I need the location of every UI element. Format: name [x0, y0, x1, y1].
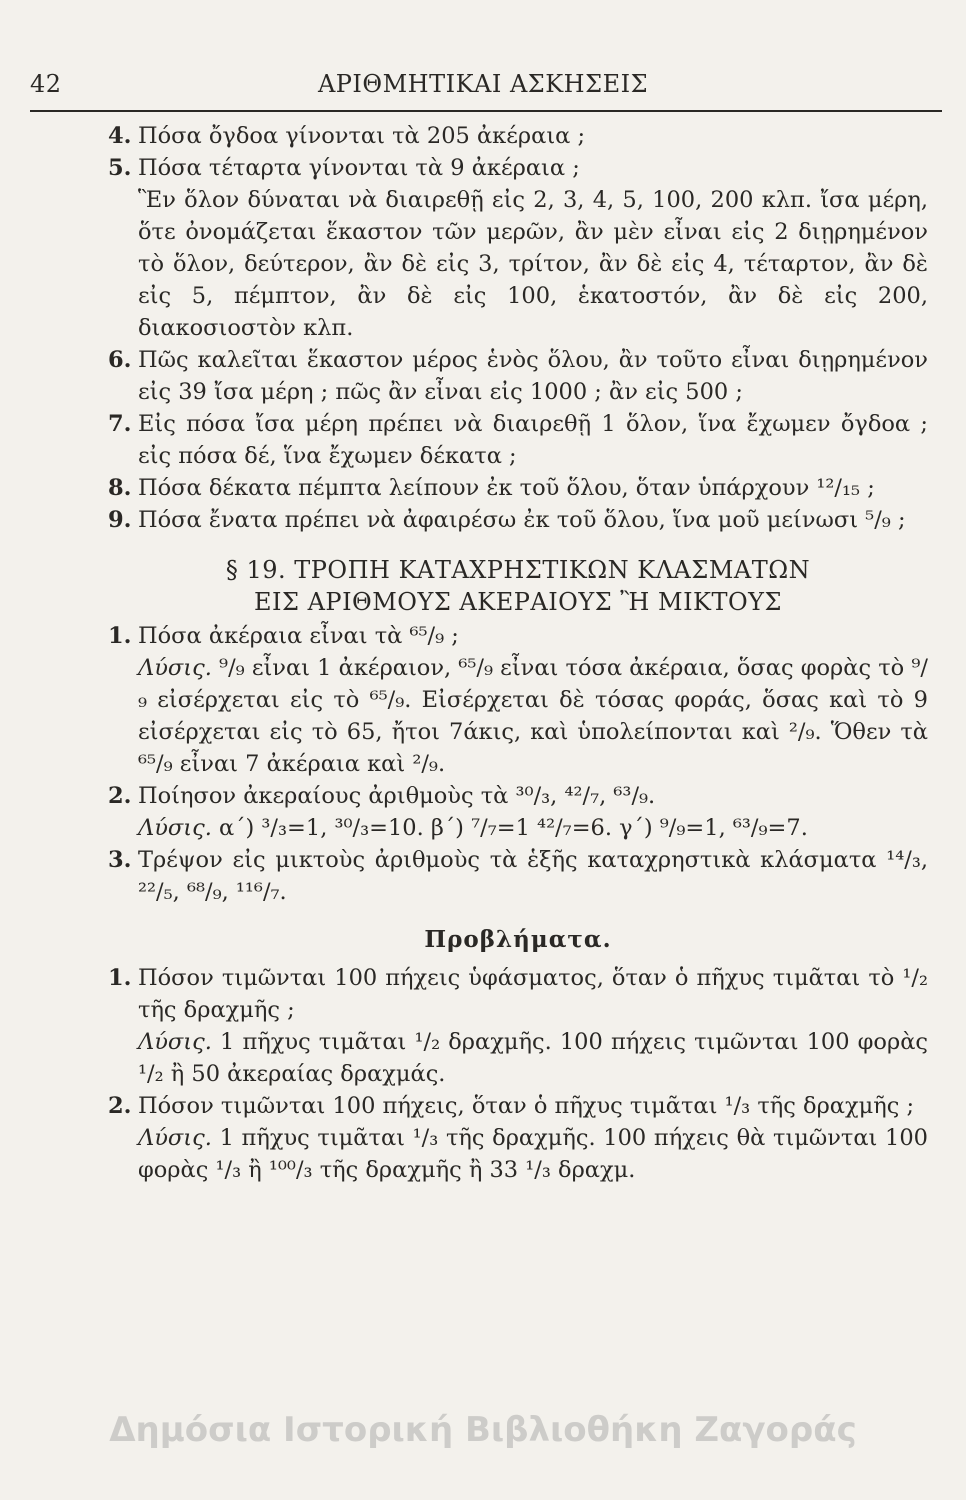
section-subtitle: ΕΙΣ ΑΡΙΘΜΟΥΣ ΑΚΕΡΑΙΟΥΣ Ἢ ΜΙΚΤΟΥΣ [254, 588, 782, 616]
solution-label: Λύσις. [138, 1029, 212, 1055]
library-watermark: Δημόσια Ιστορική Βιβλιοθήκη Ζαγοράς [109, 1410, 857, 1450]
exercise-number: 9. [108, 507, 132, 533]
exercise-5 [108, 152, 928, 184]
exercise-number: 4. [108, 123, 132, 149]
problems-title: Προβλήματα. [424, 926, 612, 953]
solution-text: 1 πῆχυς τιμᾶται ¹/₂ δραχμῆς. 100 πήχεις τιμῶνται 100 φορὰς ¹/₂ ἢ 50 ἀκεραίας δραχμάς. [138, 1029, 929, 1087]
problem-2 [108, 1090, 928, 1122]
header-rule [30, 110, 942, 112]
exercise-9 [108, 504, 928, 536]
solution-text: 1 πῆχυς τιμᾶται ¹/₃ τῆς δραχμῆς. 100 πήχεις θὰ τιμῶνται 100 φορὰς ¹/₃ ἢ ¹⁰⁰/₃ τῆς δραχμῆς ἢ 33 ¹/₃ δραχμ. [138, 1125, 929, 1183]
problem-number: 1. [108, 965, 132, 991]
problem-text: Πόσον τιμῶνται 100 πήχεις ὑφάσματος, ὅταν ὁ πῆχυς τιμᾶται τὸ ¹/₂ τῆς δραχμῆς ; [138, 965, 928, 1023]
exercise-text: Πόσα ἀκέραια εἶναι τὰ ⁶⁵/₉ ; [138, 623, 459, 649]
exercise-6 [108, 344, 928, 408]
section-exercise-1 [108, 620, 928, 652]
exercise-text: Πόσα ἔνατα πρέπει νὰ ἀφαιρέσω ἐκ τοῦ ὅλου, ἵνα μοῦ μείνωσι ⁵/₉ ; [138, 507, 906, 533]
solution-2 [108, 812, 928, 844]
exercise-number: 7. [108, 411, 132, 437]
problem-text: Πόσον τιμῶνται 100 πήχεις, ὅταν ὁ πῆχυς τιμᾶται ¹/₃ τῆς δραχμῆς ; [138, 1093, 915, 1119]
solution-text: ⁹/₉ εἶναι 1 ἀκέραιον, ⁶⁵/₉ εἶναι τόσα ἀκέραια, ὅσας φορὰς τὸ ⁹/₉ εἰσέρχεται εἰς τὸ ⁶⁵/₉. Εἰσέρχεται δὲ τόσας φοράς, ὅσας καὶ τὸ 9 εἰσέρχεται εἰς τὸ 65, ἤτοι 7άκις, καὶ ὑπολείπονται καὶ ²/₉. Ὅθεν τὰ ⁶⁵/₉ εἶναι 7 ἀκέραια καὶ ²/₉. [138, 655, 928, 777]
problem-number: 2. [108, 1093, 132, 1119]
exercise-text: Πῶς καλεῖται ἕκαστον μέρος ἑνὸς ὅλου, ἂν τοῦτο εἶναι διῃρημένον εἰς 39 ἴσα μέρη ; πῶς ἂν εἶναι εἰς 1000 ; ἂν εἰς 500 ; [138, 347, 928, 405]
exercise-4 [108, 120, 928, 152]
exercise-number: 8. [108, 475, 132, 501]
exercise-text: Πόσα δέκατα πέμπτα λείπουν ἐκ τοῦ ὅλου, ὅταν ὑπάρχουν ¹²/₁₅ ; [138, 475, 875, 501]
exercise-number: 2. [108, 783, 132, 809]
exercise-number: 5. [108, 155, 132, 181]
page-number: 42 [30, 70, 62, 98]
solution-1 [108, 652, 928, 780]
section-title: § 19. ΤΡΟΠΗ ΚΑΤΑΧΡΗΣΤΙΚΩΝ ΚΛΑΣΜΑΤΩΝ [225, 556, 811, 584]
solution-text: α΄) ³/₃=1, ³⁰/₃=10. β΄) ⁷/₇=1 ⁴²/₇=6. γ΄) ⁹/₉=1, ⁶³/₉=7. [219, 815, 808, 841]
exercise-7 [108, 408, 928, 472]
explanatory-paragraph: Ἓν ὅλον δύναται νὰ διαιρεθῇ εἰς 2, 3, 4, 5, 100, 200 κλπ. ἴσα μέρη, ὅτε ὀνομάζεται ἕκαστον τῶν μερῶν, ἂν μὲν εἶναι εἰς 2 διῃρημένον τὸ ὅλον, δεύτερον, ἂν δὲ εἰς 3, τρίτον, ἂν δὲ εἰς 4, τέταρτον, ἂν δὲ εἰς 5, πέμπτον, ἂν δὲ εἰς 100, ἑκατοστόν, ἂν δὲ εἰς 200, διακοσιοστὸν κλπ. [138, 187, 928, 341]
solution-label: Λύσις. [138, 655, 212, 681]
running-title: ΑΡΙΘΜΗΤΙΚΑΙ ΑΣΚΗΣΕΙΣ [317, 70, 649, 98]
exercise-text: Πόσα τέταρτα γίνονται τὰ 9 ἀκέραια ; [138, 155, 580, 181]
solution-label: Λύσις. [138, 1125, 212, 1151]
solution-label: Λύσις. [138, 815, 212, 841]
exercise-8 [108, 472, 928, 504]
section-exercise-2 [108, 780, 928, 812]
section-exercise-3 [108, 844, 928, 908]
exercise-text: Πόσα ὄγδοα γίνονται τὰ 205 ἀκέραια ; [138, 123, 586, 149]
problem-2-solution [108, 1122, 928, 1186]
exercise-text: Τρέψον εἰς μικτοὺς ἀριθμοὺς τὰ ἑξῆς καταχρηστικὰ κλάσματα ¹⁴/₃, ²²/₅, ⁶⁸/₉, ¹¹⁶/₇. [138, 847, 928, 905]
page-body [108, 120, 928, 1186]
page-header [30, 70, 936, 110]
exercise-number: 6. [108, 347, 132, 373]
exercise-text: Εἰς πόσα ἴσα μέρη πρέπει νὰ διαιρεθῇ 1 ὅλον, ἵνα ἔχωμεν ὄγδοα ; εἰς πόσα δέ, ἵνα ἔχωμεν δέκατα ; [138, 411, 928, 469]
exercise-number: 3. [108, 847, 132, 873]
problem-1 [108, 962, 928, 1026]
problem-1-solution [108, 1026, 928, 1090]
exercise-number: 1. [108, 623, 132, 649]
exercise-text: Ποίησον ἀκεραίους ἀριθμοὺς τὰ ³⁰/₃, ⁴²/₇, ⁶³/₉. [138, 783, 656, 809]
